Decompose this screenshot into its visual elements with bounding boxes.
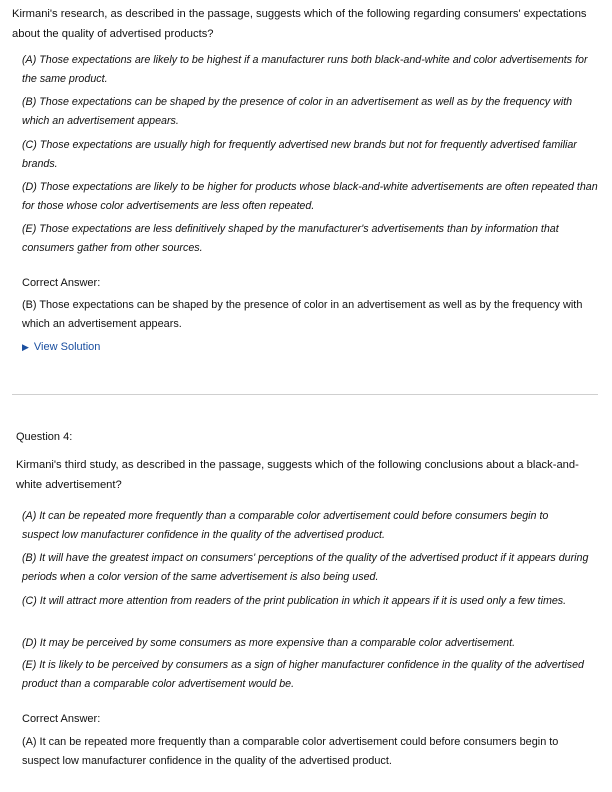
view-solution-label: View Solution (33, 341, 101, 353)
triangle-right-icon: ▶ (22, 342, 29, 352)
view-solution-link[interactable] (22, 339, 100, 355)
q3-option-e: (E) Those expectations are less definitively shaped by the manufacturer's advertisements than by information that consumers gather from other sources. (22, 223, 559, 254)
q3-correct-answer-label: Correct Answer: (22, 277, 101, 289)
q3-option-c: (C) Those expectations are usually high for frequently advertised new brands but not for frequently advertised familiar brands. (22, 139, 577, 170)
q4-stem: Kirmani's third study, as described in the passage, suggests which of the following conclusions about a black-and-white advertisement? (16, 459, 579, 491)
q3-stem: Kirmani's research, as described in the passage, suggests which of the following regarding consumers' expectations about the quality of advertised products? (12, 8, 587, 40)
q4-option-e: (E) It is likely to be perceived by consumers as a sign of higher manufacturer confidence in the quality of the advertised product than a comparable color advertisement would be. (22, 659, 584, 690)
q4-option-c: (C) It will attract more attention from readers of the print publication in which it appears if it is used only a few times. (22, 595, 567, 607)
q4-correct-answer: (A) It can be repeated more frequently than a comparable color advertisement could before consumers begin to suspect low manufacturer confidence in the quality of the advertised product. (22, 736, 559, 767)
q3-correct-answer: (B) Those expectations can be shaped by the presence of color in an advertisement as well as by the frequency with which an advertisement appears. (22, 299, 583, 330)
q4-option-d: (D) It may be perceived by some consumers as more expensive than a comparable color advertisement. (22, 637, 516, 649)
q4-correct-answer-label: Correct Answer: (22, 713, 101, 725)
q3-option-b: (B) Those expectations can be shaped by the presence of color in an advertisement as well as by the frequency with which an advertisement appears. (22, 96, 573, 127)
section-divider (12, 394, 598, 395)
q4-option-b: (B) It will have the greatest impact on consumers' perceptions of the quality of the advertised product if it appears during periods when a color version of the same advertisement is also being used. (22, 552, 589, 583)
question-4-heading: Question 4: (16, 431, 73, 443)
q3-option-d: (D) Those expectations are likely to be higher for products whose black-and-white advertisements are often repeated than for those whose color advertisements are less often repeated. (22, 181, 598, 212)
q3-option-a: (A) Those expectations are likely to be highest if a manufacturer runs both black-and-white and color advertisements for the same product. (22, 54, 588, 85)
q4-option-a: (A) It can be repeated more frequently than a comparable color advertisement could before consumers begin to suspect low manufacturer confidence in the quality of the advertised product. (22, 510, 549, 541)
